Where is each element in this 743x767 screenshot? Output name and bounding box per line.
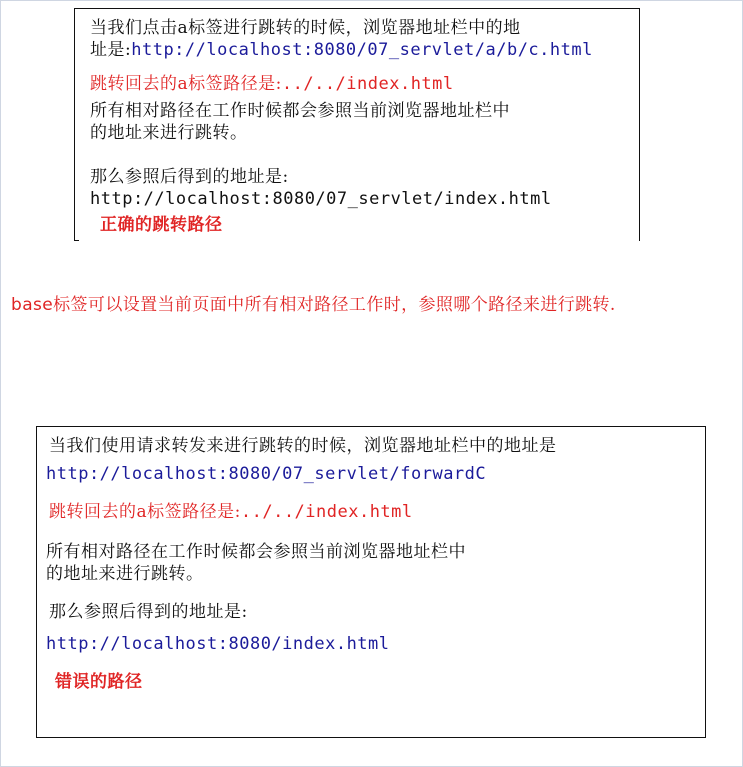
top-link-label: 跳转回去的a标签路径是: bbox=[90, 74, 282, 94]
bottom-link-label: 跳转回去的a标签路径是: bbox=[49, 502, 241, 522]
bottom-line-6: 那么参照后得到的地址是: bbox=[49, 602, 248, 622]
base-tag-note bbox=[11, 293, 731, 317]
bottom-line-4: 所有相对路径在工作时候都会参照当前浏览器地址栏中 bbox=[46, 542, 466, 562]
bottom-current-url: http://localhost:8080/07_servlet/forwardC bbox=[46, 464, 487, 484]
bottom-line-3 bbox=[49, 501, 413, 523]
correct-path-label: 正确的跳转路径 bbox=[100, 215, 223, 235]
top-link-path: ../../index.html bbox=[281, 74, 454, 94]
wrong-path-box bbox=[36, 426, 706, 738]
top-line-2 bbox=[90, 39, 593, 61]
top-resolved-url: http://localhost:8080/07_servlet/index.html bbox=[90, 189, 552, 209]
bottom-line-5: 的地址来进行跳转。 bbox=[46, 564, 204, 584]
base-tag-keyword: base bbox=[11, 295, 54, 315]
top-line-4: 所有相对路径在工作时候都会参照当前浏览器地址栏中 bbox=[90, 101, 510, 121]
top-line-3 bbox=[90, 73, 454, 95]
base-tag-note-text: 标签可以设置当前页面中所有相对路径工作时，参照哪个路径来进行跳转. bbox=[53, 295, 616, 315]
bottom-link-path: ../../index.html bbox=[240, 502, 413, 522]
top-current-url: http://localhost:8080/07_servlet/a/b/c.html bbox=[131, 40, 593, 60]
top-line-5: 的地址来进行跳转。 bbox=[90, 123, 248, 143]
top-line-2-prefix: 址是: bbox=[90, 40, 132, 60]
bottom-line-1: 当我们使用请求转发来进行跳转的时候，浏览器地址栏中的地址是 bbox=[49, 436, 557, 456]
bottom-resolved-url: http://localhost:8080/index.html bbox=[46, 634, 390, 654]
wrong-path-label: 错误的路径 bbox=[55, 672, 143, 692]
correct-path-box bbox=[74, 8, 640, 241]
top-line-6: 那么参照后得到的地址是: bbox=[90, 167, 289, 187]
top-line-1: 当我们点击a标签进行跳转的时候，浏览器地址栏中的地 bbox=[90, 18, 521, 38]
